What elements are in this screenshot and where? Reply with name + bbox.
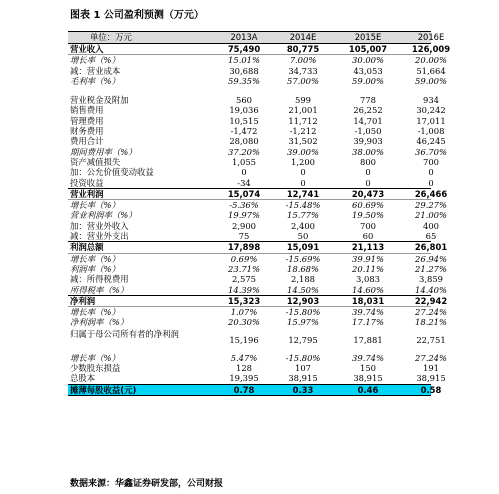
row-value: 5.47% xyxy=(230,352,258,363)
row-label: 所得税率（%） xyxy=(70,284,129,295)
row-value: 128 xyxy=(236,363,252,374)
row-value: -1,472 xyxy=(230,126,258,137)
row-value: 0.58 xyxy=(420,384,442,395)
row-value: 38,915 xyxy=(416,373,446,384)
unit-label: 单位：万元 xyxy=(90,32,132,42)
row-value: 0 xyxy=(300,177,306,188)
table-row xyxy=(68,55,447,66)
row-value: 3,859 xyxy=(419,274,443,285)
row-value: 0 xyxy=(365,167,371,178)
row-value: 1,055 xyxy=(232,156,256,167)
row-value: 15,323 xyxy=(227,295,261,306)
row-value: 38,915 xyxy=(288,373,318,384)
table-row xyxy=(68,253,447,264)
row-value: 2,400 xyxy=(291,220,315,231)
row-value: 59.00% xyxy=(415,75,447,86)
row-value: 26,801 xyxy=(414,242,448,253)
row-value: 39.00% xyxy=(287,146,319,157)
table-row xyxy=(68,65,446,76)
row-value: 26.94% xyxy=(415,253,447,264)
row-value: 57.00% xyxy=(287,75,319,86)
row-value: 14.39% xyxy=(228,284,260,295)
table-row xyxy=(68,352,447,363)
row-label: 增长率（%） xyxy=(70,55,120,66)
row-value: 20.11% xyxy=(352,263,384,274)
row-label: 净利润 xyxy=(70,295,96,306)
row-value: 14.60% xyxy=(352,284,384,295)
row-value: 38.00% xyxy=(352,146,384,157)
row-value: 20.30% xyxy=(228,317,260,328)
row-value: 19.97% xyxy=(228,210,260,221)
row-value: 80,775 xyxy=(286,44,320,54)
table-row xyxy=(68,95,439,106)
table-row xyxy=(68,115,446,126)
row-value: 28,080 xyxy=(229,136,259,147)
table-row xyxy=(68,231,437,242)
row-label: 加：公允价值变动收益 xyxy=(70,167,154,178)
row-value: 400 xyxy=(423,220,439,231)
row-label: 摊薄每股收益(元) xyxy=(70,384,137,395)
row-label: 营业税金及附加 xyxy=(70,95,129,106)
row-value: 15.77% xyxy=(287,210,319,221)
row-value: 39,903 xyxy=(353,136,383,147)
table-row xyxy=(68,146,447,157)
row-label: 营业收入 xyxy=(70,44,104,54)
row-value: -34 xyxy=(237,177,251,188)
row-value: 60.69% xyxy=(352,200,384,211)
row-label: 减：所得税费用 xyxy=(70,274,129,285)
table-row xyxy=(68,384,442,396)
table-row xyxy=(68,44,451,55)
row-value: 1.07% xyxy=(230,307,258,318)
row-value: 2,188 xyxy=(291,274,315,285)
table-row xyxy=(68,307,447,318)
table-row xyxy=(68,200,447,211)
row-value: 18,031 xyxy=(351,295,385,306)
table-row xyxy=(68,317,447,328)
row-value: 12,903 xyxy=(286,295,320,306)
row-value: 31,502 xyxy=(288,136,318,147)
row-label: 管理费用 xyxy=(70,115,104,126)
row-value: 19,395 xyxy=(229,373,259,384)
row-value: 19,036 xyxy=(229,105,259,116)
row-value: 23.71% xyxy=(228,263,260,274)
row-value: 0.46 xyxy=(357,384,379,395)
row-value: 17,011 xyxy=(416,115,446,126)
row-value: -15.80% xyxy=(285,352,321,363)
row-label: 投资收益 xyxy=(70,177,104,188)
profit-forecast-table xyxy=(68,31,451,396)
row-value: -15.69% xyxy=(285,253,321,264)
row-value: 75,490 xyxy=(227,44,261,54)
row-value: 0.69% xyxy=(230,253,258,264)
row-value: 27.24% xyxy=(415,307,447,318)
table-row xyxy=(68,295,448,307)
row-value: 0 xyxy=(300,167,306,178)
row-label: 营业利润 xyxy=(70,188,104,199)
row-value: 18.68% xyxy=(287,263,319,274)
row-label: 费用合计 xyxy=(70,136,104,147)
row-value: 0 xyxy=(428,167,434,178)
table-row xyxy=(68,373,446,384)
row-label: 增长率（%） xyxy=(70,200,120,211)
row-value: -1,008 xyxy=(417,126,445,137)
row-value: 107 xyxy=(295,363,311,374)
row-value: 0.33 xyxy=(292,384,314,395)
figure-title: 图表 1 公司盈利预测（万元） xyxy=(70,10,204,21)
table-row xyxy=(68,156,439,167)
row-value: 22,942 xyxy=(414,295,448,306)
row-value: 39.91% xyxy=(352,253,384,264)
row-value: 39.74% xyxy=(352,307,384,318)
row-label: 净利润率（%） xyxy=(70,317,129,328)
table-row xyxy=(68,263,447,274)
row-value: 15,091 xyxy=(286,242,320,253)
row-value: 126,009 xyxy=(411,44,451,54)
row-value: 700 xyxy=(360,220,376,231)
row-value: 934 xyxy=(423,95,439,106)
row-value: 12,795 xyxy=(288,334,318,345)
col-header: 2013A xyxy=(230,32,258,42)
row-value: 50 xyxy=(297,231,309,242)
row-value: 2,575 xyxy=(232,274,256,285)
col-header: 2015E xyxy=(354,32,382,42)
row-label: 销售费用 xyxy=(70,105,104,116)
row-value: 22,751 xyxy=(416,334,446,345)
table-row xyxy=(68,220,439,231)
row-value: 30,242 xyxy=(416,105,446,116)
row-value: 17.17% xyxy=(352,317,384,328)
row-value: 18.21% xyxy=(415,317,447,328)
row-value: 37.20% xyxy=(228,146,260,157)
table-row xyxy=(68,274,443,285)
row-label: 利润率（%） xyxy=(70,263,120,274)
table-row xyxy=(68,210,447,221)
row-label: 总股本 xyxy=(70,373,96,384)
table-row xyxy=(68,105,446,116)
row-value: 0 xyxy=(365,177,371,188)
row-value: -1,212 xyxy=(289,126,317,137)
table-body xyxy=(68,44,451,396)
row-value: 30.00% xyxy=(352,55,384,66)
row-label: 营业利润率（%） xyxy=(70,210,137,221)
table-row xyxy=(68,284,447,295)
row-value: 14,701 xyxy=(353,115,383,126)
col-header: 2014E xyxy=(289,32,317,42)
row-value: 14.40% xyxy=(415,284,447,295)
table-row xyxy=(68,75,447,86)
table-row xyxy=(68,363,439,374)
row-label: 增长率（%） xyxy=(70,352,120,363)
row-label: 归属于母公司所有者的净利润 xyxy=(70,328,179,339)
row-value: 12,741 xyxy=(286,188,320,199)
row-value: 65 xyxy=(425,231,437,242)
row-label: 减：营业外支出 xyxy=(70,231,129,242)
row-value: 21.27% xyxy=(415,263,447,274)
row-label: 增长率（%） xyxy=(70,307,120,318)
row-value: 150 xyxy=(360,363,376,374)
row-value: 21,113 xyxy=(351,242,385,253)
row-value: 15,074 xyxy=(227,188,261,199)
row-value: 7.00% xyxy=(289,55,317,66)
row-value: 0 xyxy=(428,177,434,188)
row-value: 700 xyxy=(423,156,439,167)
table-header xyxy=(68,32,445,44)
row-value: 19.50% xyxy=(352,210,384,221)
row-value: 778 xyxy=(360,95,376,106)
row-label: 加：营业外收入 xyxy=(70,220,129,231)
row-label: 财务费用 xyxy=(70,126,104,137)
row-value: 46,245 xyxy=(416,136,446,147)
row-label: 资产减值损失 xyxy=(70,156,121,167)
row-value: -5.36% xyxy=(229,200,259,211)
row-value: 39.74% xyxy=(352,352,384,363)
row-value: 0 xyxy=(241,167,247,178)
row-value: 17,881 xyxy=(353,334,383,345)
row-value: 51,664 xyxy=(416,65,446,76)
row-label: 期间费用率（%） xyxy=(70,146,137,157)
row-value: 26,466 xyxy=(414,188,448,199)
row-value: 30,688 xyxy=(229,65,259,76)
row-value: 11,712 xyxy=(288,115,318,126)
row-value: 43,053 xyxy=(353,65,383,76)
row-value: 15.01% xyxy=(228,55,260,66)
row-value: 20.00% xyxy=(415,55,447,66)
row-value: 75 xyxy=(238,231,250,242)
data-source: 数据来源：华鑫证券研发部，公司财报 xyxy=(70,479,224,489)
row-value: 29.27% xyxy=(415,200,447,211)
row-value: -1,050 xyxy=(354,126,382,137)
row-value: 800 xyxy=(360,156,376,167)
row-label: 利润总额 xyxy=(70,242,104,253)
row-value: 17,898 xyxy=(227,242,261,253)
row-value: 14.50% xyxy=(287,284,319,295)
row-value: 0.78 xyxy=(233,384,255,395)
row-value: 1,200 xyxy=(291,156,315,167)
row-value: 105,007 xyxy=(348,44,388,54)
row-value: 191 xyxy=(423,363,439,374)
row-value: 560 xyxy=(236,95,252,106)
row-value: 15.97% xyxy=(287,317,319,328)
row-label: 增长率（%） xyxy=(70,253,120,264)
table-row xyxy=(68,328,446,353)
row-value: -15.80% xyxy=(285,307,321,318)
row-value: 21.00% xyxy=(415,210,447,221)
row-value: 15,196 xyxy=(229,334,259,345)
table-row xyxy=(68,126,445,137)
col-header: 2016E xyxy=(417,32,445,42)
table-row xyxy=(68,177,434,188)
row-value: 20,473 xyxy=(351,188,385,199)
row-value: 2,900 xyxy=(232,220,256,231)
row-label: 毛利率（%） xyxy=(70,75,120,86)
row-value: 27.24% xyxy=(415,352,447,363)
row-value: 10,515 xyxy=(229,115,259,126)
row-label: 减：营业成本 xyxy=(70,65,121,76)
row-value: 59.00% xyxy=(352,75,384,86)
table-row xyxy=(68,167,434,178)
row-value: 36.70% xyxy=(415,146,447,157)
row-value: 3,083 xyxy=(356,274,380,285)
row-value: 38,915 xyxy=(353,373,383,384)
row-value: 26,252 xyxy=(353,105,383,116)
row-value: 599 xyxy=(295,95,311,106)
table-row xyxy=(68,241,448,253)
table-row xyxy=(68,188,448,200)
table-row xyxy=(68,136,446,147)
table-row xyxy=(68,86,431,95)
row-value: 21,001 xyxy=(288,105,318,116)
row-value: -15.48% xyxy=(285,200,321,211)
row-value: 59.35% xyxy=(228,75,260,86)
row-value: 60 xyxy=(362,231,374,242)
row-value: 34,733 xyxy=(288,65,318,76)
row-label: 少数股东损益 xyxy=(70,363,121,374)
